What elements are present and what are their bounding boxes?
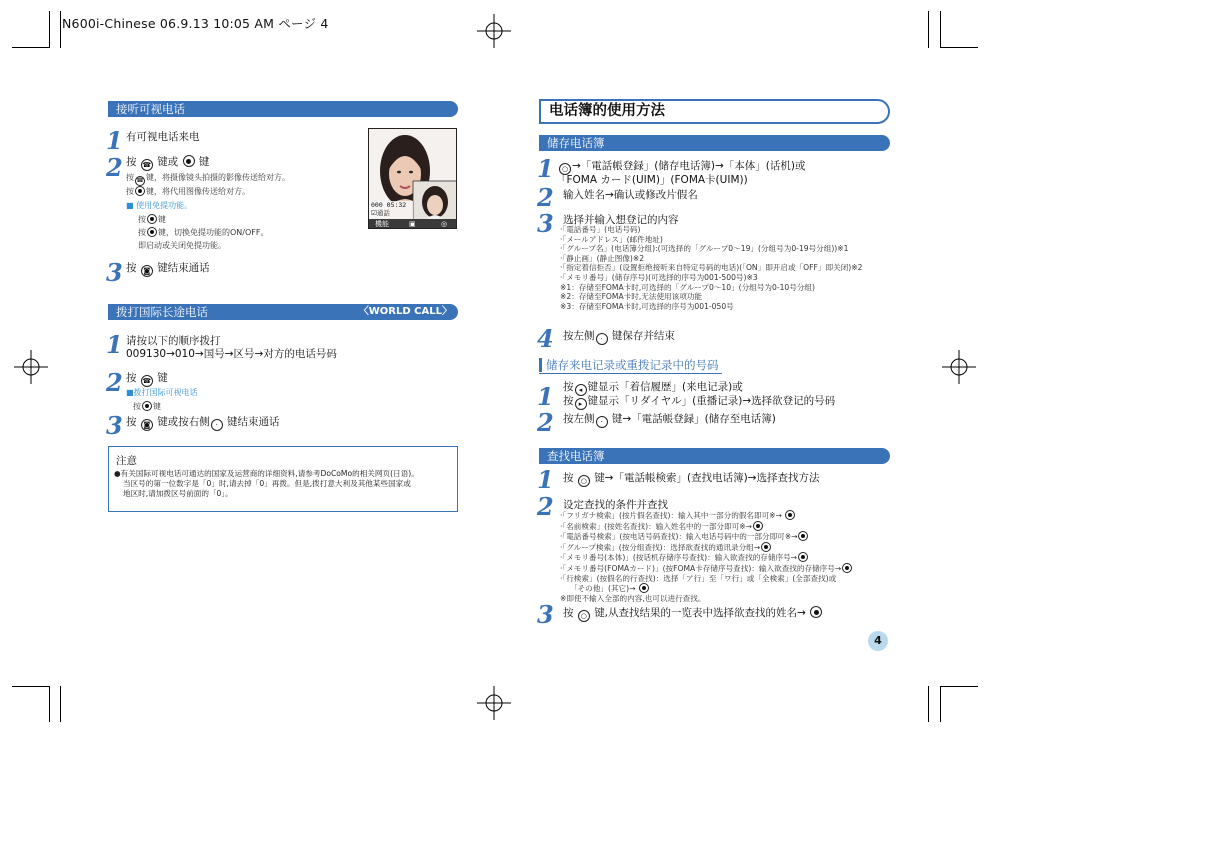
center-key-icon bbox=[147, 227, 157, 237]
video-call-screen-image bbox=[368, 128, 457, 229]
step-text: 按 ▸ 键显示「リダイヤル」(重播记录)→选择欲登记的号码 bbox=[563, 395, 836, 408]
step-text: 按左侧 · 键保存并结束 bbox=[563, 330, 675, 343]
step-text: 请按以下的顺序拨打 bbox=[126, 335, 221, 347]
center-key-icon bbox=[183, 155, 195, 167]
step-number: 3 bbox=[106, 411, 123, 440]
call-timer: 000 05:32 bbox=[371, 201, 407, 209]
step-detail: 按 键，切换免提功能的ON/OFF。 bbox=[138, 228, 269, 237]
registration-mark-icon bbox=[14, 350, 48, 384]
step-number: 3 bbox=[537, 600, 554, 629]
center-key-icon bbox=[798, 531, 808, 541]
softkey-right: ◎ bbox=[441, 220, 448, 228]
search-option-line: ·「グループ検索」(按分组查找)：选择欲查找的通讯录分组→ bbox=[560, 542, 905, 553]
center-key-icon bbox=[142, 401, 152, 411]
print-header: N600i-Chinese 06.9.13 10:05 AM ページ 4 bbox=[62, 16, 329, 31]
phonebook-key-icon: ○ bbox=[578, 610, 590, 622]
phonebook-key-icon: ○ bbox=[578, 475, 590, 487]
section-header-search-phonebook: 查找电话簿 bbox=[539, 448, 890, 464]
center-key-icon bbox=[810, 606, 822, 618]
caution-line: ●有关国际可视电话可通达的国家及运营商的详细资料,请参考DoCoMo的相关网页(日语)。 bbox=[114, 469, 419, 478]
step-number: 2 bbox=[537, 183, 554, 212]
left-arrow-key-icon: ◂ bbox=[575, 384, 587, 396]
step-detail: 按 键 bbox=[133, 402, 161, 411]
search-option-line: ·「メモリ番号(本体)」(按话机存储序号查找)：输入欲查找的存储序号→ bbox=[560, 552, 905, 563]
left-key-icon: · bbox=[596, 416, 608, 428]
right-arrow-key-icon: ▸ bbox=[575, 398, 587, 410]
option-line: ※1：存储至FOMA卡时,可选择的「グループ0～10」(分组号为0-10号分组) bbox=[560, 282, 815, 292]
step-text: 按 ○ 键→「電話帳検索」(查找电话簿)→选择查找方法 bbox=[563, 472, 820, 485]
step-number: 2 bbox=[537, 408, 554, 437]
phonebook-key-icon: ○ bbox=[559, 163, 571, 175]
option-line: ·「メモリ番号」(储存序号)(可选择的序号为001-500号)※3 bbox=[560, 272, 758, 282]
center-key-icon bbox=[842, 563, 852, 573]
center-key-icon bbox=[798, 552, 808, 562]
search-note: ※即使不输入全部的内容,也可以进行查找。 bbox=[560, 593, 706, 603]
left-key-icon: · bbox=[596, 333, 608, 345]
step-number: 1 bbox=[537, 154, 554, 183]
center-key-icon bbox=[135, 186, 145, 196]
step-text: 有可视电话来电 bbox=[126, 131, 200, 143]
step-text: 选择并输入想登记的内容 bbox=[563, 214, 679, 226]
search-option-line: 「その他」(其它)→ bbox=[560, 583, 905, 594]
search-option-line: ·「電話番号検索」(按电话号码查找)：输入电话号码中的一部分即可※→ bbox=[560, 531, 905, 542]
call-key-icon: ☎ bbox=[142, 377, 152, 385]
step-number: 3 bbox=[106, 258, 123, 287]
step-number: 1 bbox=[106, 126, 123, 155]
caution-line: 地区时,请加拨区号前面的「0」。 bbox=[123, 489, 233, 498]
option-line: ※3：存储至FOMA卡时,可选择的序号为001-050号 bbox=[560, 301, 734, 311]
world-call-tag: 〈WORLD CALL〉 bbox=[358, 306, 452, 317]
registration-mark-icon bbox=[477, 686, 511, 720]
step-text: 按 ◙ 键或按右侧 · 键结束通话 bbox=[126, 416, 280, 429]
search-option-line: ·「フリガナ検索」(按片假名查找)：输入其中一部分的假名即可※→ bbox=[560, 510, 905, 521]
step-text: 按 ◂ 键显示「着信履歴」(来电记录)或 bbox=[563, 381, 743, 394]
center-key-icon bbox=[753, 521, 763, 531]
option-line: ·「指定着信拒否」(设置拒绝接听来自特定号码的电话)(「ON」即开启或「OFF」即关闭)※2 bbox=[560, 263, 863, 273]
step-number: 2 bbox=[106, 153, 123, 182]
section-header-save-phonebook: 储存电话簿 bbox=[539, 135, 890, 151]
call-status: ☑通話 bbox=[371, 209, 390, 217]
video-intl-note: ■拨打国际可视电话 bbox=[126, 388, 198, 397]
step-number: 1 bbox=[537, 382, 554, 411]
step-number: 1 bbox=[537, 465, 554, 494]
center-key-icon bbox=[761, 542, 771, 552]
step-detail: 按 ☎ 键，将摄像镜头拍摄的影像传送给对方。 bbox=[126, 173, 290, 184]
end-key-icon: ◙ bbox=[141, 265, 153, 277]
subsection-title: 储存来电记录或重拨记录中的号码 bbox=[539, 358, 719, 372]
option-line: ※2：存储至FOMA卡时,无法使用该项功能 bbox=[560, 292, 703, 302]
registration-mark-icon bbox=[477, 14, 511, 48]
step-text: 设定查找的条件并查找 bbox=[563, 499, 668, 511]
right-key-icon: · bbox=[211, 419, 223, 431]
search-option-line: ·「メモリ番号(FOMAカード)」(按FOMA卡存储序号查找)：输入欲查找的存储序号→ bbox=[560, 563, 905, 574]
option-list bbox=[560, 225, 900, 311]
option-line: ·「電話番号」(电话号码) bbox=[560, 225, 641, 234]
caution-title: 注意 bbox=[116, 455, 137, 467]
step-detail: 即启动或关闭免提功能。 bbox=[138, 241, 226, 250]
end-key-icon: ◙ bbox=[141, 419, 153, 431]
caution-line: 当区号的第一位数字是「0」时,请去掉「0」再拨。但是,拨打意大利及其他某些国家或 bbox=[123, 479, 411, 488]
step-text: 按 ◙ 键结束通话 bbox=[126, 262, 210, 275]
step-number: 2 bbox=[106, 368, 123, 397]
center-key-icon bbox=[785, 510, 795, 520]
step-text: 按左侧 · 键→「電話帳登録」(储存至电话簿) bbox=[563, 413, 776, 426]
section-header-receive-video-call: 接听可视电话 bbox=[108, 101, 458, 117]
call-key-icon: ☎ bbox=[136, 177, 144, 184]
option-line: ·「静止画」(静止图像)※2 bbox=[560, 253, 645, 263]
step-text: 「FOMA カード(UIM)」(FOMA卡(UIM)) bbox=[556, 174, 748, 186]
option-line: ·「メールアドレス」(邮件地址) bbox=[560, 234, 663, 244]
search-option-line: ·「名前検索」(按姓名查找)：输入姓名中的一部分即可※→ bbox=[560, 521, 905, 532]
search-option-line: ·「行検索」(按假名的行查找)：选择「ア行」至「ワ行」或「全検索」(全部查找)或 bbox=[560, 573, 837, 583]
step-text: ○ →「電話帳登録」(储存电话簿)→「本体」(话机)或 bbox=[558, 160, 805, 175]
softkey-left: 機能 bbox=[375, 220, 389, 228]
caution-box bbox=[108, 446, 458, 512]
step-detail: 按 键 bbox=[138, 215, 166, 224]
section-header-international-call: 拨打国际长途电话 〈WORLD CALL〉 bbox=[108, 304, 458, 320]
center-key-icon bbox=[147, 214, 157, 224]
softkey-center: ▣ bbox=[409, 220, 416, 228]
step-number: 2 bbox=[537, 492, 554, 521]
registration-mark-icon bbox=[942, 350, 976, 384]
center-key-icon bbox=[639, 583, 649, 593]
page-title: 电话簿的使用方法 bbox=[539, 99, 890, 124]
step-text: 按 ☎ 键 bbox=[126, 372, 168, 385]
search-method-list bbox=[560, 510, 905, 603]
step-detail: 按 键，将代用图像传送给对方。 bbox=[126, 187, 250, 196]
step-text: 输入姓名→确认或修改片假名 bbox=[563, 189, 698, 201]
handsfree-note: ■ 使用免提功能。 bbox=[126, 201, 193, 210]
step-number: 3 bbox=[537, 209, 554, 238]
option-line: ·「グループ名」(电话簿分组):(可选择的「グループ0～19」(分组号为0-19号分组))※1 bbox=[560, 244, 849, 254]
step-number: 1 bbox=[106, 330, 123, 359]
call-key-icon: ☎ bbox=[142, 161, 152, 169]
step-text: 按 ○ 键,从查找结果的一览表中选择欲查找的姓名→ bbox=[563, 606, 823, 622]
step-text: 按 ☎ 键或 键 bbox=[126, 156, 210, 169]
step-number: 4 bbox=[537, 324, 554, 353]
page-number: 4 bbox=[868, 631, 888, 651]
step-text: 009130→010→国号→区号→对方的电话号码 bbox=[126, 348, 337, 360]
